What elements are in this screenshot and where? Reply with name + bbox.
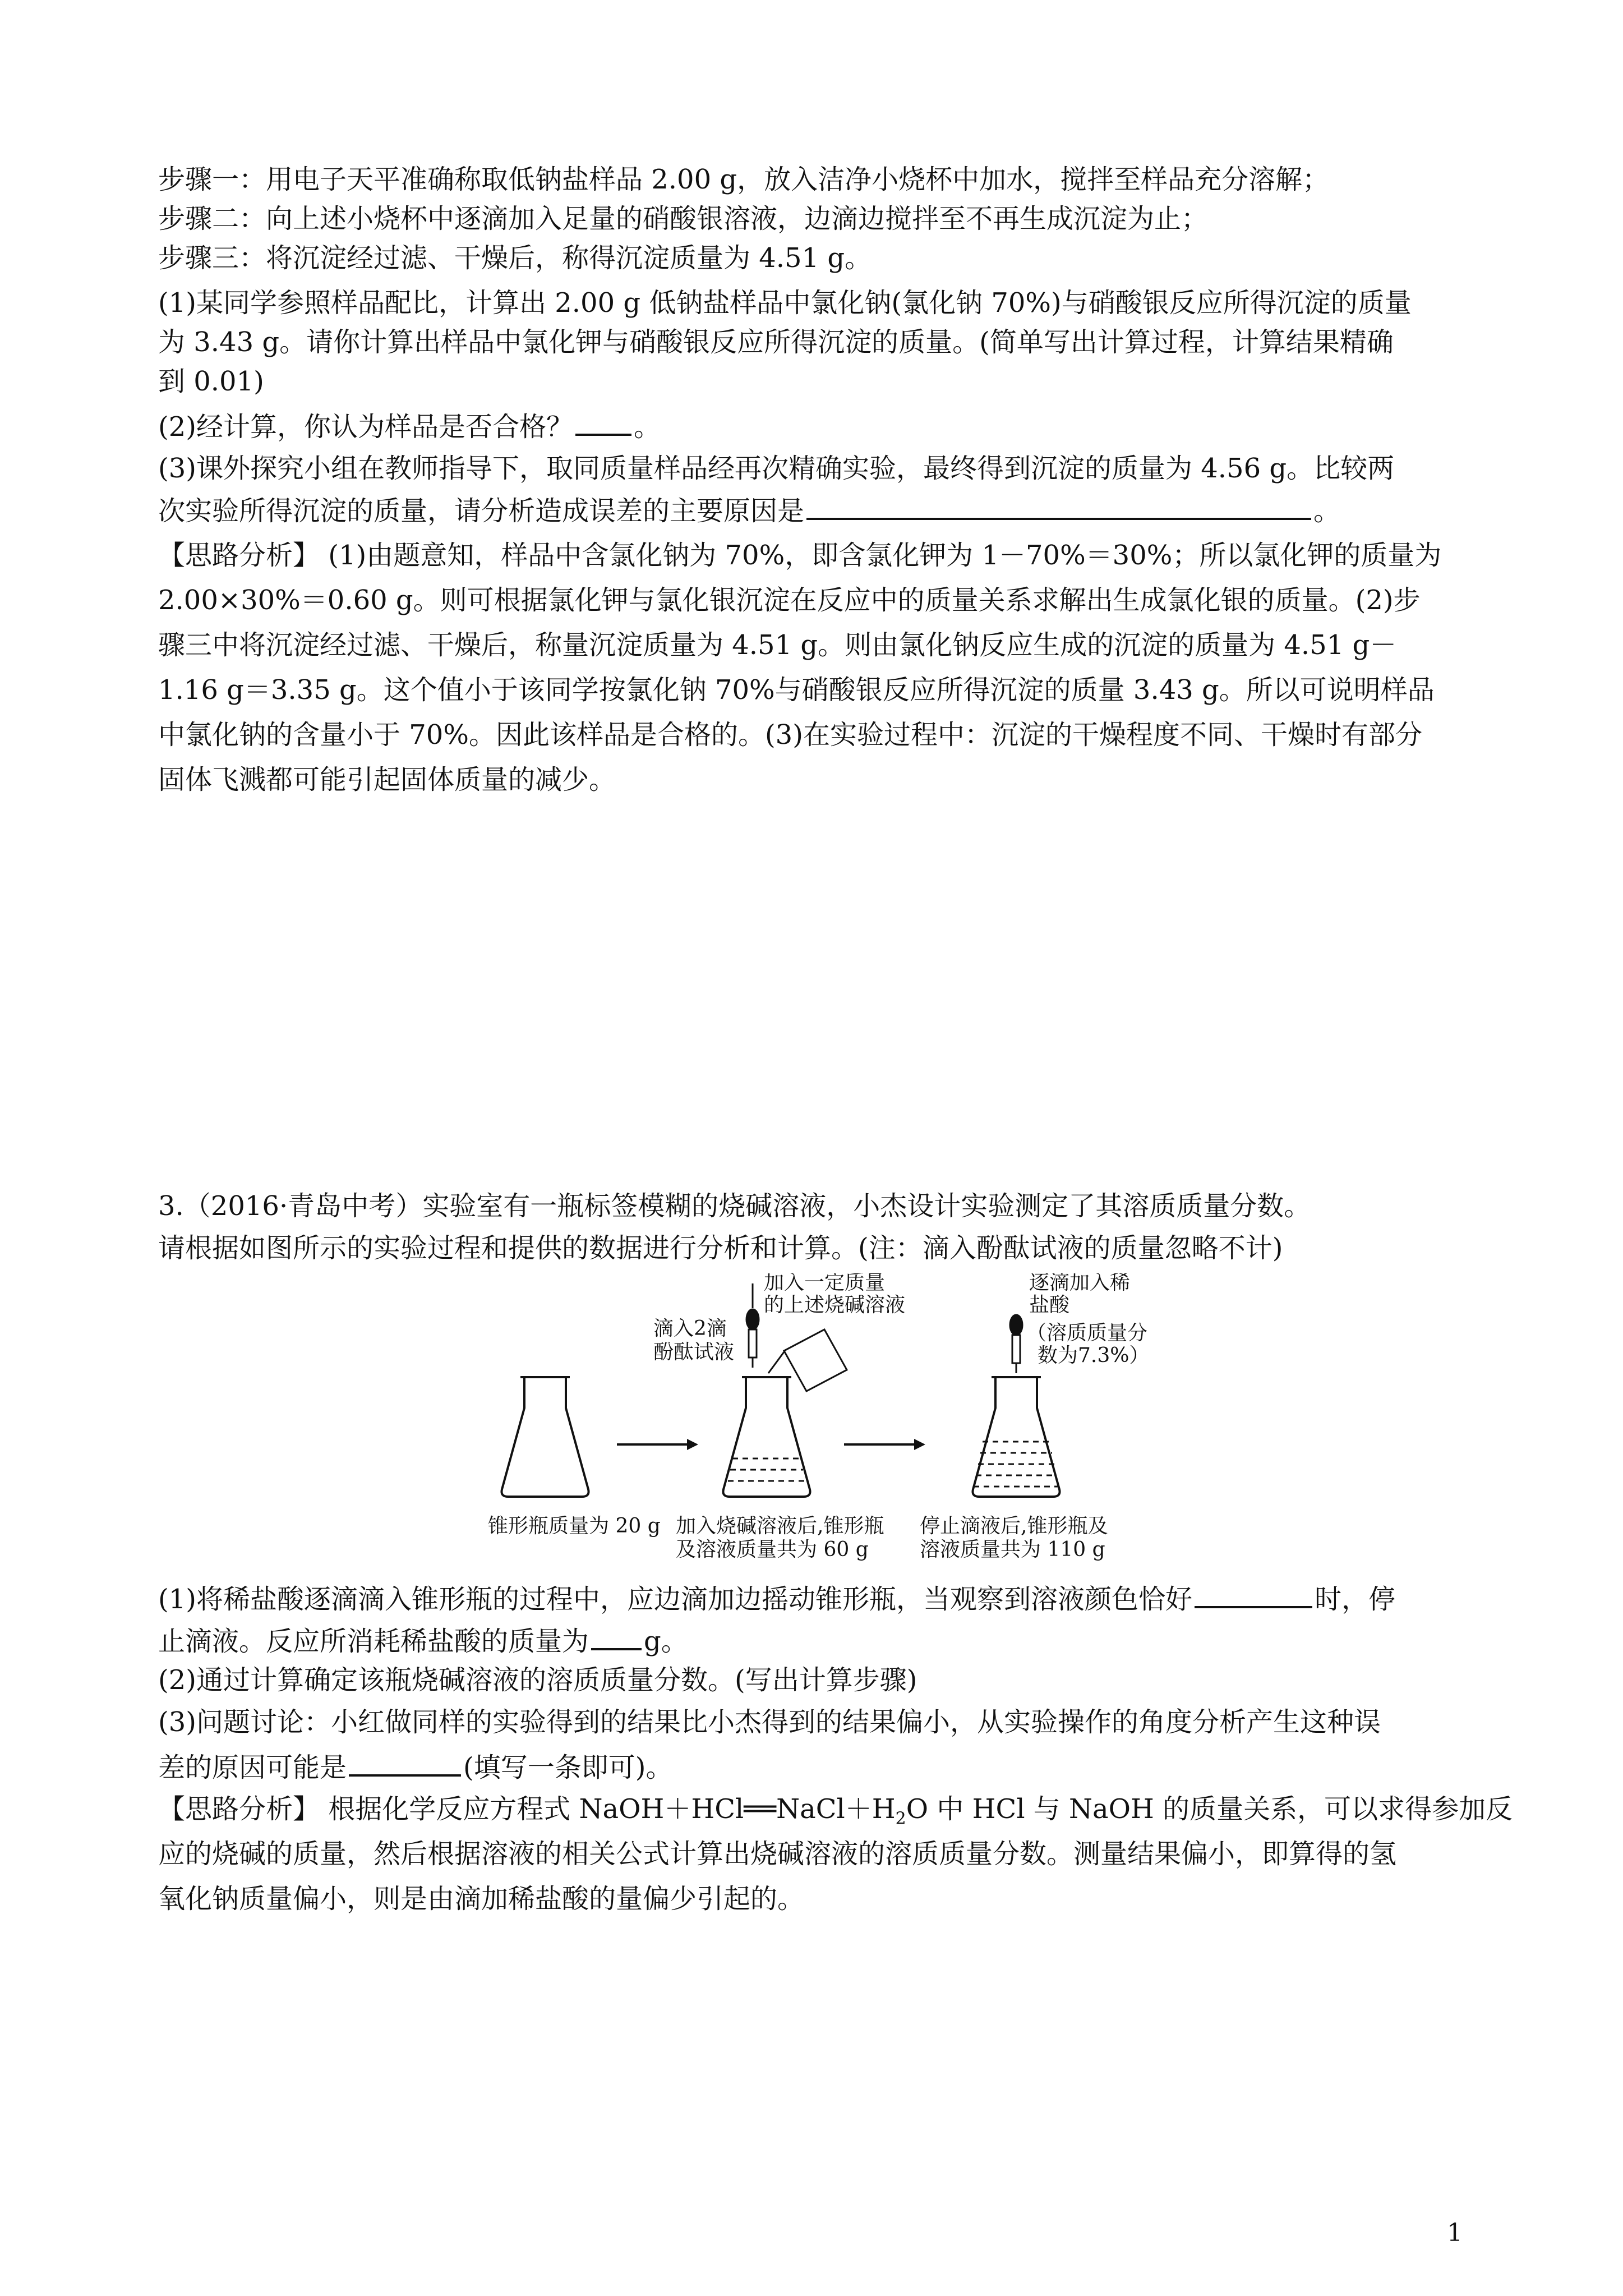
question-2-text: (2)经计算，你认为样品是否合格？ [158, 411, 573, 443]
question-3-line-1: (3)课外探究小组在教师指导下，取同质量样品经再次精确实验，最终得到沉淀的质量为 4.56 g。比较两 [158, 453, 1395, 484]
page-number: 1 [1447, 2219, 1463, 2247]
answer-blank [575, 407, 631, 436]
analysis-line-2: 2.00×30%＝0.60 g。则可根据氯化钾与氯化银沉淀在反应中的质量关系求解出生成氯化银的质量。(2)步 [158, 585, 1421, 616]
problem-3-q1-line-2 [158, 1621, 688, 1658]
analysis-line-6: 固体飞溅都可能引起固体质量的减少。 [158, 764, 616, 795]
caption-flask-2-line-1: 加入烧碱溶液后,锥形瓶 [676, 1515, 884, 1538]
caption-flask-3-line-2: 溶液质量共为 110 g [920, 1538, 1105, 1561]
question-1-line-1: (1)某同学参照样品配比，计算出 2.00 g 低钠盐样品中氯化钠(氯化钠 70%)与硝酸银反应所得沉淀的质量 [158, 287, 1412, 319]
answer-blank [806, 491, 1311, 520]
caption-flask-3-line-1: 停止滴液后,锥形瓶及 [920, 1515, 1108, 1538]
answer-blank [1195, 1579, 1312, 1608]
dropper-icon [746, 1283, 759, 1368]
empty-flask-icon [501, 1377, 588, 1497]
beaker-icon [768, 1329, 847, 1391]
experiment-figure [477, 1273, 1150, 1565]
label-hcl-line-3: （溶质质量分 [1026, 1322, 1148, 1345]
problem-3-title-line-2: 请根据如图所示的实验过程和提供的数据进行分析和计算。(注：滴入酚酞试液的质量忽略不计) [158, 1232, 1283, 1264]
question-3-line-2 [158, 491, 1340, 528]
problem-3-q1-text-2: 止滴液。反应所消耗稀盐酸的质量为 [158, 1626, 589, 1657]
caption-flask-2-line-2: 及溶液质量共为 60 g [676, 1538, 869, 1561]
problem-3-q2: (2)通过计算确定该瓶烧碱溶液的溶质质量分数。(写出计算步骤) [158, 1664, 917, 1696]
label-phenol-line-1: 滴入2滴 [653, 1317, 727, 1340]
problem-3-q3-line-1: (3)问题讨论：小红做同样的实验得到的结果比小杰得到的结果偏小，从实验操作的角度分析产生这种误 [158, 1706, 1381, 1738]
label-naoh-line-2: 的上述烧碱溶液 [764, 1294, 906, 1317]
label-hcl-line-4: 数为7.3%） [1038, 1344, 1150, 1367]
question-3-end: 。 [1313, 495, 1341, 527]
answer-blank [349, 1747, 461, 1777]
step-three: 步骤三：将沉淀经过滤、干燥后，称得沉淀质量为 4.51 g。 [158, 242, 872, 274]
step-one: 步骤一：用电子天平准确称取低钠盐样品 2.00 g，放入洁净小烧杯中加水，搅拌至样品充分溶解； [158, 164, 1330, 195]
problem-3-q3-line-2 [158, 1747, 672, 1784]
flask-with-naoh-icon [723, 1377, 810, 1497]
subscript: 2 [895, 1809, 906, 1829]
experiment-diagram [477, 1273, 1150, 1565]
problem-3-analysis-line-2: 应的烧碱的质量，然后根据溶液的相关公式计算出烧碱溶液的溶质质量分数。测量结果偏小，即算得的氢 [158, 1838, 1397, 1870]
analysis-line-5: 中氯化钠的含量小于 70%。因此该样品是合格的。(3)在实验过程中：沉淀的干燥程度不同、干燥时有部分 [158, 719, 1422, 751]
question-2 [158, 407, 661, 444]
step-two: 步骤二：向上述小烧杯中逐滴加入足量的硝酸银溶液，边滴边搅拌至不再生成沉淀为止； [158, 203, 1209, 234]
problem-3-q3-text: 差的原因可能是 [158, 1752, 347, 1783]
arrow-icon [617, 1439, 698, 1450]
problem-3-q1-line-1 [158, 1579, 1395, 1616]
label-hcl-line-2: 盐酸 [1029, 1294, 1070, 1317]
label-hcl-line-1: 逐滴加入稀 [1029, 1273, 1131, 1294]
caption-flask-1: 锥形瓶质量为 20 g [488, 1515, 661, 1538]
question-2-end: 。 [634, 411, 661, 443]
flask-after-titration-icon [972, 1377, 1059, 1497]
problem-3-q1-unit: g。 [644, 1626, 688, 1657]
analysis-line-1: 【思路分析】 (1)由题意知，样品中含氯化钠为 70%，即含氯化钾为 1－70%＝30%；所以氯化钾的质量为 [158, 540, 1442, 571]
question-3-text: 次实验所得沉淀的质量，请分析造成误差的主要原因是 [158, 495, 805, 527]
analysis-text-cont: O 中 HCl 与 NaOH 的质量关系，可以求得参加反 [906, 1793, 1513, 1825]
question-1-line-2: 为 3.43 g。请你计算出样品中氯化钾与硝酸银反应所得沉淀的质量。(简单写出计算过程，计算结果精确 [158, 326, 1394, 358]
analysis-line-4: 1.16 g＝3.35 g。这个值小于该同学按氯化钠 70%与硝酸银反应所得沉淀的质量 3.43 g。所以可说明样品 [158, 674, 1435, 706]
dropper-icon [1010, 1315, 1022, 1373]
analysis-text: 【思路分析】 根据化学反应方程式 NaOH＋HCl══NaCl＋H [158, 1793, 896, 1825]
problem-3-analysis-line-3: 氧化钠质量偏小，则是由滴加稀盐酸的量偏少引起的。 [158, 1883, 805, 1915]
problem-3-title-line-1: 3.（2016·青岛中考）实验室有一瓶标签模糊的烧碱溶液，小杰设计实验测定了其溶质质量分数。 [158, 1190, 1311, 1222]
label-phenol-line-2: 酚酞试液 [653, 1341, 735, 1364]
label-naoh-line-1: 加入一定质量 [764, 1273, 886, 1294]
problem-3-q3-end: (填写一条即可)。 [463, 1752, 673, 1783]
problem-3-q1-text: (1)将稀盐酸逐滴滴入锥形瓶的过程中，应边滴加边摇动锥形瓶，当观察到溶液颜色恰好 [158, 1584, 1192, 1615]
question-1-line-3: 到 0.01) [158, 366, 264, 397]
answer-blank [591, 1621, 642, 1650]
arrow-icon [844, 1439, 925, 1450]
analysis-line-3: 骤三中将沉淀经过滤、干燥后，称量沉淀质量为 4.51 g。则由氯化钠反应生成的沉淀的质量为 4.51 g－ [158, 629, 1397, 661]
problem-3-analysis-line-1 [158, 1792, 1513, 1836]
problem-3-q1-end: 时，停 [1315, 1584, 1396, 1615]
